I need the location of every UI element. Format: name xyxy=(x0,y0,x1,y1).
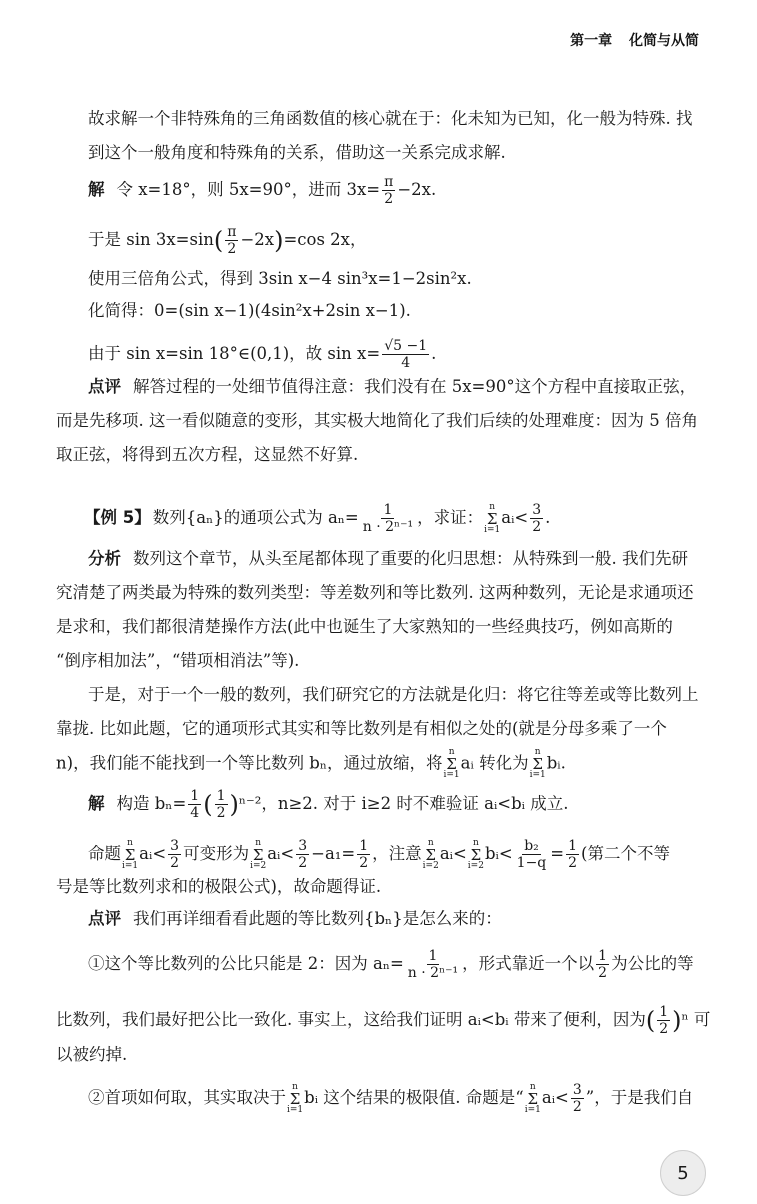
solution-1-line-4: 化简得：0=(sin x−1)(4sin²x+2sin x−1). xyxy=(88,301,411,320)
item-2-line-1: ②首项如何取，其实取决于 n Σ i=1 bᵢ 这个结果的极限值. 命题是“ n Σ i=1 aᵢ< $\frac{3}{2}$ ”，于是我们自 xyxy=(88,1081,694,1115)
three-halves: $\frac{3}{2}$ xyxy=(532,502,542,535)
term-fraction: $\frac{1}{\text{n · 2ⁿ⁻¹}}$ xyxy=(362,502,414,535)
pi-over-2: $\frac{\pi}{2}$ xyxy=(384,174,394,207)
sum-symbol: n Σ i=2 xyxy=(250,837,267,871)
one-half: $\frac{1}{2}$ xyxy=(216,788,226,821)
sum-symbol: n Σ i=1 xyxy=(484,501,501,535)
running-header xyxy=(570,30,699,50)
analysis-line-2: 究清楚了两类最为特殊的数列类型：等差数列和等比数列. 这两种数列，无论是求通项还 xyxy=(56,583,694,602)
sum-symbol: n Σ i=2 xyxy=(422,837,439,871)
solution-label: 解 xyxy=(88,794,105,813)
review-1-line-3: 取正弦，将得到五次方程，这显然不好算. xyxy=(56,445,359,464)
sum-symbol: n Σ i=1 xyxy=(122,837,139,871)
review-2-line: 点评 我们再详细看看此题的等比数列{bₙ}是怎么来的： xyxy=(88,909,502,928)
analysis-line-1: 分析 数列这个章节，从头至尾都体现了重要的化归思想：从特殊到一般. 我们先研 xyxy=(88,549,688,568)
analysis-line-3: 是求和，我们都很清楚操作方法(此中也诞生了大家熟知的一些经典技巧，例如高斯的 xyxy=(56,617,673,636)
item-1-line-1: ①这个等比数列的公比只能是 2：因为 aₙ= $\frac{1}{\text{n · 2ⁿ⁻¹}}$ ，形式靠近一个以 $\frac{1}{2}$ 为公比的等 xyxy=(88,948,694,981)
chapter-label: 第一章 xyxy=(570,33,613,49)
analysis2-line-2: 靠拢. 比如此题，它的通项形式其实和等比数列是有相似之处的(就是分母多乘了一个 xyxy=(56,719,667,738)
sum-symbol: n Σ i=1 xyxy=(443,747,460,780)
solution-1-line-2: 于是 sin 3x=sin( $\frac{\pi}{2}$ −2x)=cos 2x， xyxy=(88,224,367,257)
solution-1-line-3: 使用三倍角公式，得到 3sin x−4 sin³x=1−2sin²x. xyxy=(88,269,472,288)
solution-2-line: 解 构造 bₙ= $\frac{1}{4}$ ( $\frac{1}{2}$ )ⁿ⁻²，n≥2. 对于 i≥2 时不难验证 aᵢ<bᵢ 成立. xyxy=(88,788,569,821)
solution-label: 解 xyxy=(88,180,105,199)
proposition-line-2: 号是等比数列求和的极限公式)，故命题得证. xyxy=(56,877,382,896)
review-1-line-1: 点评 解答过程的一处细节值得注意：我们没有在 5x=90°这个方程中直接取正弦， xyxy=(88,377,697,396)
solution-1-line-1 xyxy=(88,174,708,207)
chapter-title: 化简与从简 xyxy=(629,33,699,49)
left-paren: ( xyxy=(213,226,224,255)
page-number: 5 xyxy=(660,1150,706,1196)
right-paren: ) xyxy=(274,226,284,255)
pi-over-2: $\frac{\pi}{2}$ xyxy=(227,224,237,257)
example-5-statement: 【例 5】 数列{aₙ}的通项公式为 aₙ= $\frac{1}{\text{n · 2ⁿ⁻¹}}$ ，求证： n Σ i=1 aᵢ< $\frac{3}{2}$ . xyxy=(84,501,551,535)
intro-line-1: 故求解一个非特殊角的三角函数值的核心就在于：化未知为已知，化一般为特殊. 找 xyxy=(88,109,693,128)
analysis2-line-1: 于是，对于一个一般的数列，我们研究它的方法就是化归：将它往等差或等比数列上 xyxy=(88,685,699,704)
item-1-line-3: 以被约掉. xyxy=(56,1045,128,1064)
proposition-line-1: 命题 n Σ i=1 aᵢ< $\frac{3}{2}$ 可变形为 n Σ i=2 aᵢ< $\frac{3}{2}$ −a₁= $\frac{1}{2}$ ，注意 n Σ i=2 aᵢ< n Σ i=2 bᵢ< $\frac{\text{b₂}}{1-q}$ = $\frac{1}{2}$ (第二个不等 xyxy=(88,837,670,871)
review-label: 点评 xyxy=(88,377,121,396)
sol1-text-1-tail: −2x. xyxy=(397,180,437,199)
sum-symbol: n Σ i=2 xyxy=(467,837,484,871)
sol1-text-1: 令 x=18°，则 5x=90°，进而 3x= xyxy=(116,180,381,199)
analysis-label: 分析 xyxy=(88,549,121,568)
analysis3-line: n)，我们能不能找到一个等比数列 bₙ，通过放缩，将 n Σ i=1 aᵢ 转化为 n Σ i=1 bᵢ. xyxy=(56,747,566,780)
one-quarter: $\frac{1}{4}$ xyxy=(190,788,200,821)
review-label: 点评 xyxy=(88,909,121,928)
analysis-line-4: “倒序相加法”，“错项相消法”等). xyxy=(56,651,300,670)
review-1-line-2: 而是先移项. 这一看似随意的变形，其实极大地简化了我们后续的处理难度：因为 5 倍角 xyxy=(56,411,698,430)
example-label: 【例 5】 xyxy=(84,508,151,527)
sqrt5-fraction: $\frac{√5 -1}{4}$ xyxy=(384,338,428,371)
intro-line-2: 到这个一般角度和特殊角的关系，借助这一关系完成求解. xyxy=(88,143,506,162)
sum-symbol: n Σ i=1 xyxy=(287,1081,304,1115)
sum-symbol: n Σ i=1 xyxy=(524,1081,541,1115)
solution-1-line-5: 由于 sin x=sin 18°∈(0,1)，故 sin x= $\frac{√5 -1}{4}$ . xyxy=(88,338,437,371)
item-1-line-2: 比数列，我们最好把公比一致化. 事实上，这给我们证明 aᵢ<bᵢ 带来了便利，因为( $\frac{1}{2}$ )ⁿ 可 xyxy=(56,1004,711,1037)
sum-symbol: n Σ i=1 xyxy=(529,747,546,780)
